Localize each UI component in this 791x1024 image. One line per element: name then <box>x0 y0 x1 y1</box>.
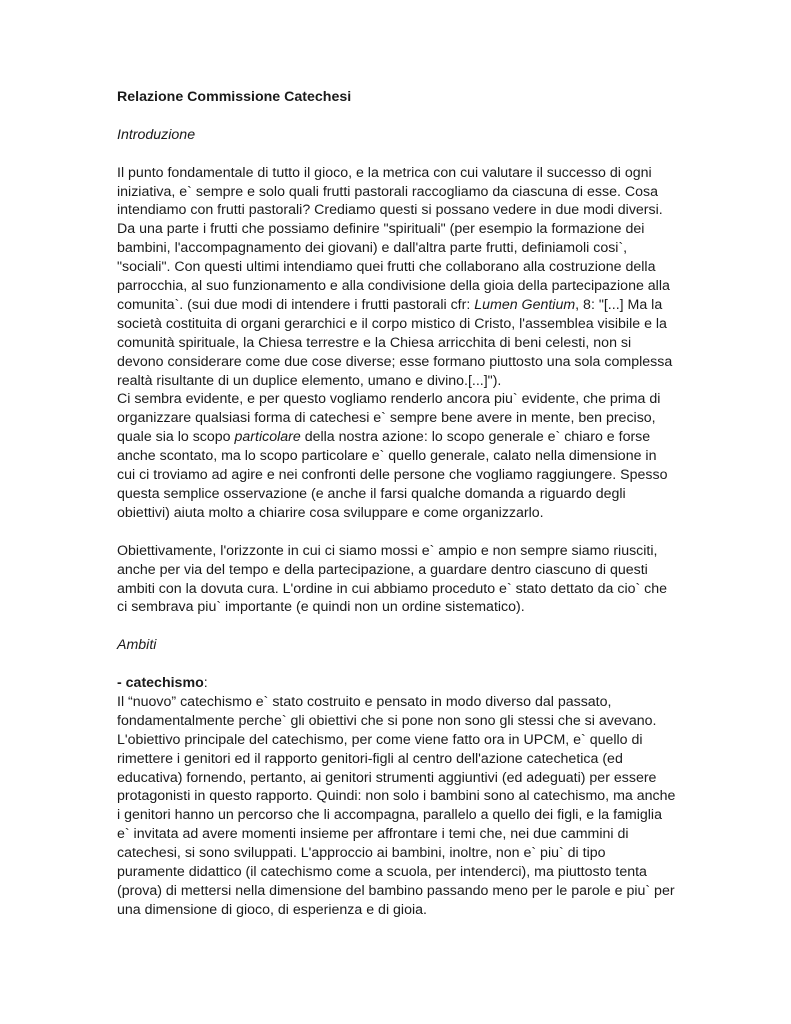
document-title: Relazione Commissione Catechesi <box>117 89 352 105</box>
intro-p1-text-a: Il punto fondamentale di tutto il gioco, e la metrica con cui valutare il successo di ogni iniziativa, e` sempre e solo quali frutti pastorali raccogliamo da ciascuna di esse. Cosa intendiamo con frutti pastorali? Crediamo questi si possano vedere in due modi diversi. Da una parte i frutti che possiamo definire "spirituali" (per esempio la formazione dei bambini, l'accompagnamento dei giovani) e dall'altra parte frutti, definiamoli cosi`, "sociali". Con questi ultimi intendiamo quei frutti che collaborano alla costruzione della parrocchia, al suo funzionamento e alla condivisione della gioia della partecipazione alla comunita`. (sui due modi di intendere i frutti pastorali cfr: <box>117 164 670 313</box>
spacer <box>117 655 677 674</box>
section-heading-ambiti: Ambiti <box>117 637 157 654</box>
intro-p1-text-b: , 8: "[...] Ma la società costituita di organi gerarchici e il corpo mistico di Cristo, l'assemblea visibile e la comunità spirituale, la Chiesa terrestre e la Chiesa arricchita di beni celesti, non si devono considerare come due cose diverse; esse formano piuttosto una sola complessa realtà risultante di un duplice elemento, umano e divino.[...]"). <box>117 296 673 389</box>
catechismo-heading <box>117 674 677 693</box>
intro-paragraph-1 <box>117 164 677 391</box>
catechismo-colon: : <box>203 675 208 692</box>
intro-p1-citation: Lumen Gentium <box>474 296 576 313</box>
catechismo-paragraph: Il “nuovo” catechismo e` stato costruito e pensato in modo diverso dal passato, fondamentalmente perche` gli obiettivi che si pone non sono gli stessi che si avevano. L'obiettivo principale del catechismo, per come viene fatto ora in UPCM, e` quello di rimettere i genitori ed il rapporto genitori-figli al centro dell'azione catechetica (ed educativa) fornendo, pertanto, ai genitori strumenti aggiuntivi (ed adeguati) per essere protagonisti in questo rapporto. Quindi: non solo i bambini sono al catechismo, ma anche i genitori hanno un percorso che li accompagna, parallelo a quello dei figli, e la famiglia e` invitata ad avere momenti insieme per affrontare i temi che, nei due cammini di catechesi, si sono sviluppati. L'approccio ai bambini, inoltre, non e` piu` di tipo puramente didattico (il catechismo come a scuola, per intenderci), ma piuttosto tenta (prova) di mettersi nella dimensione del bambino passando meno per le parole e piu` per una dimensione di gioco, di esperienza e di gioia. <box>117 693 676 918</box>
spacer <box>117 107 677 126</box>
document-page <box>117 88 677 920</box>
intro-p2-text-b: della nostra azione: lo scopo generale e` chiaro e forse anche scontato, ma lo scopo particolare e` quello generale, calato nella dimensione in cui ci troviamo ad agire e nei confronti delle persone che vogliamo raggiungere. Spesso questa semplice osservazione (e anche il farsi qualche domanda a riguardo degli obiettivi) aiuta molto a chiarire cosa sviluppare e come organizzarlo. <box>117 429 668 521</box>
spacer <box>117 523 677 542</box>
spacer <box>117 145 677 164</box>
section-heading-introduzione: Introduzione <box>117 126 196 143</box>
intro-p2-text-a: Ci sembra evidente, e per questo vogliamo renderlo ancora piu` evidente, che prima di organizzare qualsiasi forma di catechesi e` sempre bene avere in mente, ben preciso, quale sia lo scopo <box>117 391 661 446</box>
intro-paragraph-3: Obiettivamente, l'orizzonte in cui ci siamo mossi e` ampio e non sempre siamo riusciti, anche per via del tempo e della partecipazione, a guardare dentro ciascuno di questi ambiti con la dovuta cura. L'ordine in cui abbiamo proceduto e` stato dettato da cio` che ci sembrava piu` importante (e quindi non un ordine sistematico). <box>117 542 668 616</box>
intro-p2-emphasis: particolare <box>234 429 301 446</box>
spacer <box>117 617 677 636</box>
catechismo-label: - catechismo <box>117 675 204 692</box>
intro-paragraph-2 <box>117 390 677 522</box>
